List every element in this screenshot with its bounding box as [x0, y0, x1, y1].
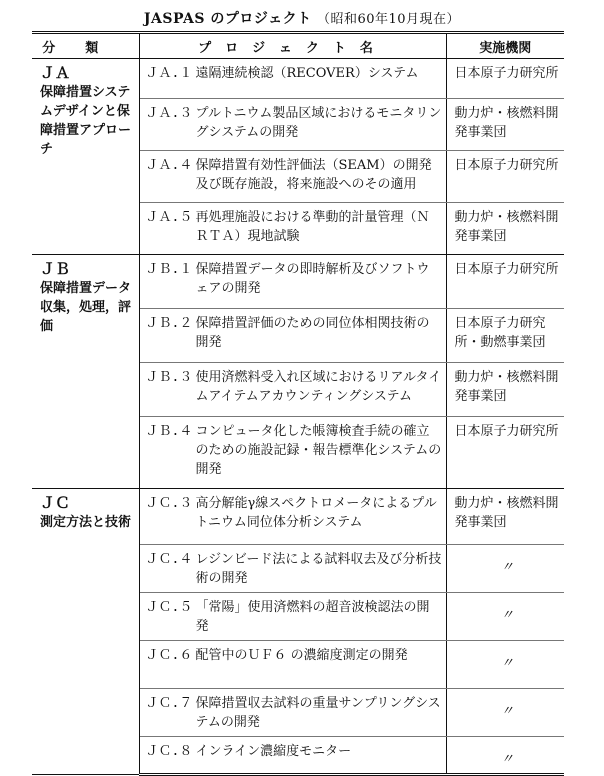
project-cell	[139, 641, 446, 689]
org-cell	[446, 99, 564, 151]
title-note: （昭和60年10月現在）	[316, 12, 461, 27]
org-cell	[446, 641, 564, 689]
category-cell	[32, 255, 139, 489]
project-name: コンピュータ化した帳簿検査手続の確立のための施設記録・報告標準化システムの開発	[195, 424, 442, 477]
org-cell	[446, 59, 564, 99]
org-name: 〃	[500, 656, 514, 671]
category-name: 保障措置データ収集，処理，評価	[40, 281, 132, 334]
category-cell	[32, 489, 139, 775]
project-code: ＪＡ.１	[145, 66, 193, 81]
header-org: 実施機関	[446, 33, 564, 59]
project-code: ＪＣ.８	[145, 744, 193, 759]
project-cell	[139, 99, 446, 151]
header-project: プロジェクト名	[139, 33, 446, 59]
project-code: ＪＢ.４	[145, 424, 193, 439]
project-name: 保障措置データの即時解析及びソフトウェアの開発	[195, 262, 430, 296]
project-name: 保障措置収去試料の重量サンプリングシステムの開発	[195, 696, 441, 730]
category-code: ＪＡ	[40, 64, 71, 82]
org-name: 動力炉・核燃料開発事業団	[454, 210, 559, 244]
org-name: 日本原子力研究所	[454, 66, 559, 81]
org-cell	[446, 689, 564, 737]
org-name: 日本原子力研究所・動燃事業団	[454, 316, 546, 350]
project-code: ＪＣ.４	[145, 552, 193, 567]
project-name: 使用済燃料受入れ区域におけるリアルタイムアイテムアカウンティングシステム	[195, 370, 442, 404]
project-code: ＪＣ.６	[145, 648, 193, 663]
project-cell	[139, 309, 446, 363]
header-row	[32, 33, 564, 59]
table-row	[32, 489, 564, 545]
project-cell	[139, 203, 446, 255]
project-code: ＪＡ.４	[145, 158, 193, 173]
org-cell	[446, 203, 564, 255]
title-text: JASPAS のプロジェクト	[143, 11, 312, 27]
category-code: ＪＢ	[40, 260, 71, 278]
project-cell	[139, 593, 446, 641]
project-name: 再処理施設における準動的計量管理（ＮＲＴＡ）現地試験	[195, 210, 430, 244]
org-name: 日本原子力研究所	[454, 158, 559, 173]
org-cell	[446, 151, 564, 203]
org-cell	[446, 363, 564, 417]
project-code: ＪＣ.７	[145, 696, 193, 711]
category-name: 測定方法と技術	[40, 515, 132, 530]
org-name: 〃	[500, 752, 514, 767]
project-cell	[139, 689, 446, 737]
org-cell	[446, 255, 564, 309]
project-name: レジンビード法による試料収去及び分析技術の開発	[195, 552, 442, 586]
project-code: ＪＡ.３	[145, 106, 193, 121]
header-category: 分類	[32, 33, 139, 59]
project-cell	[139, 417, 446, 489]
project-cell	[139, 363, 446, 417]
org-name: 日本原子力研究所	[454, 424, 559, 439]
org-name: 動力炉・核燃料開発事業団	[454, 106, 559, 140]
project-code: ＪＣ.３	[145, 496, 193, 511]
project-code: ＪＣ.５	[145, 600, 193, 615]
project-cell	[139, 59, 446, 99]
project-name: インライン濃縮度モニター	[195, 744, 352, 759]
project-name: 配管中のＵＦ６ の濃縮度測定の開発	[195, 648, 408, 663]
project-cell	[139, 489, 446, 545]
org-name: 動力炉・核燃料開発事業団	[454, 370, 559, 404]
org-name: 〃	[500, 560, 514, 575]
project-cell	[139, 151, 446, 203]
project-code: ＪＢ.２	[145, 316, 193, 331]
org-name: 〃	[500, 608, 514, 623]
project-table	[32, 31, 564, 776]
category-cell	[32, 59, 139, 255]
project-code: ＪＢ.１	[145, 262, 193, 277]
project-name: 保障措置有効性評価法（SEAM）の開発及び既存施設，将来施設へのその適用	[195, 158, 432, 192]
org-cell	[446, 309, 564, 363]
project-cell	[139, 545, 446, 593]
project-name: 「常陽」使用済燃料の超音波検認法の開発	[195, 600, 430, 634]
page-title	[0, 8, 604, 28]
org-name: 日本原子力研究所	[454, 262, 559, 277]
table-row	[32, 255, 564, 309]
org-cell	[446, 545, 564, 593]
org-name: 〃	[500, 704, 514, 719]
project-code: ＪＡ.５	[145, 210, 193, 225]
org-cell	[446, 737, 564, 775]
project-name: 保障措置評価のための同位体相関技術の開発	[195, 316, 430, 350]
org-name: 動力炉・核燃料開発事業団	[454, 496, 559, 530]
project-name: 高分解能γ線スペクトロメータによるプルトニウム同位体分析システム	[195, 496, 437, 530]
org-cell	[446, 417, 564, 489]
category-code: ＪＣ	[40, 494, 71, 512]
project-cell	[139, 255, 446, 309]
project-name: 遠隔連続検認（RECOVER）システム	[195, 66, 419, 81]
project-cell	[139, 737, 446, 775]
category-name: 保障措置システムデザインと保障措置アプローチ	[40, 85, 132, 157]
org-cell	[446, 593, 564, 641]
project-name: プルトニウム製品区域におけるモニタリングシステムの開発	[195, 106, 442, 140]
org-cell	[446, 489, 564, 545]
project-code: ＪＢ.３	[145, 370, 193, 385]
table-row	[32, 59, 564, 99]
